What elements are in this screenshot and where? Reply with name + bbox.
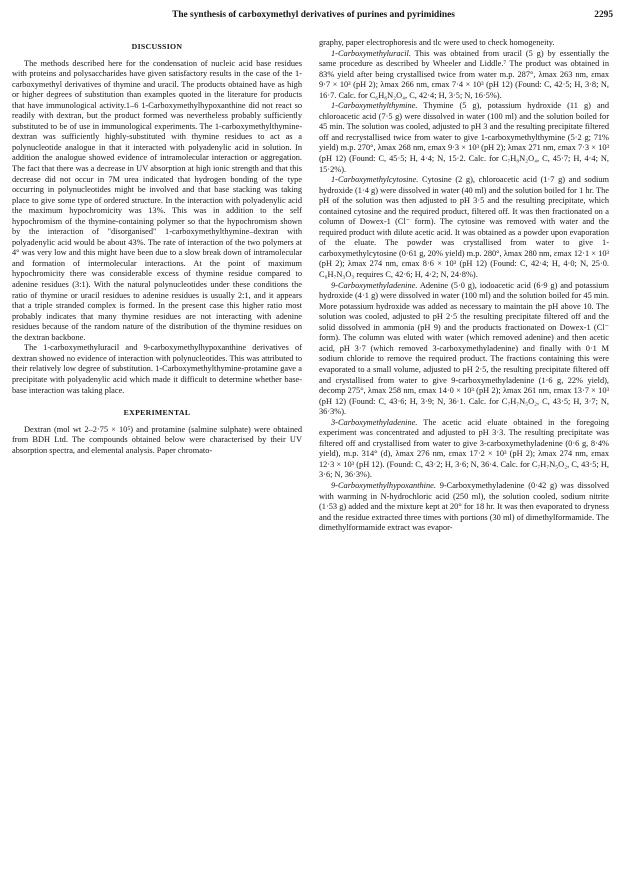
page-number: 2295: [594, 10, 613, 20]
compound-description: The acetic acid eluate obtained in the foregoing experiment was concentrated and adjusted to pH 3·3. The resulting precipitate was filtered off and crystallised from water to give 3-carboxymethyladenine (0·6 g, 8·4% yield), m.p. 314° (d), λmax 276 nm, εmax 17·2 × 10³ (pH 2); λmax 274 nm, εmax 12·3 × 10³ (pH 12). (Found: C, 43·2; H, 3·6; N, 36·4. Calc. for C₇H₇N₅O₂, C, 43·5; H, 3·6; N, 36·3%).: [319, 417, 609, 480]
compound-paragraph: [319, 481, 609, 534]
left-column: [12, 38, 302, 456]
compound-paragraph: [319, 281, 609, 418]
compound-name: 1-Carboxymethylcytosine.: [331, 175, 419, 185]
compound-description: Thymine (5 g), potassium hydroxide (11 g) and chloroacetic acid (7·5 g) were dissolved in water (100 ml) and the solution boiled for 45 min. The solution was cooled, adjusted to pH 3 and the resulting precipitate filtered off and recrystallised twice from water to give 1-carboxymethylthymine (5·2 g; 71% yield) m.p. 270°, λmax 268 nm, εmax 9·3 × 10³ (pH 2); λmax 271 nm, εmax 7·3 × 10³ (pH 12) (Found: C, 45·5; H, 4·4; N, 15·2. Calc. for C₇H₈N₂O₄, C, 45·7; H, 4·4; N, 15·2%).: [319, 101, 609, 174]
compound-name: 1-Carboxymethyluracil.: [331, 48, 411, 58]
experimental-continuation: graphy, paper electrophoresis and tlc were used to check homogeneity.: [319, 38, 555, 47]
compound-name: 1-Carboxymethylthymine.: [331, 101, 418, 111]
experimental-heading: EXPERIMENTAL: [123, 408, 191, 418]
compound-paragraph: [319, 418, 609, 481]
compound-name: 3-Carboxymethyladenine.: [331, 417, 418, 427]
compound-description: Adenine (5·0 g), iodoacetic acid (6·9 g) and potassium hydroxide (4·1 g) were dissolved in water (100 ml) and the solution boiled for 45 min. More potassium hydroxide was added as necessary to maintain the pH above 10. The solution was cooled, adjusted to pH 2·5 the resulting precipitate filtered off and the solid dissolved in ammonia (pH 9) and the products fractionated on Dowex-1 (Cl⁻ form). The column was eluted with water (which removed adenine) and then acetic acid, pH 3·7 (which removed 3-carboxymethyladenine) and finally with 0·1 M sodium chloride to remove the required product. The fractions containing this were evaporated to a small volume, adjusted to pH 2·5, the resulting precipitate filtered off and crystallised from water to give 9-carboxymethyladenine (1·6 g, 22% yield), decomp 275°, λmax 258 nm, εmax 14·0 × 10³ (pH 2); λmax 261 nm, εmax 13·7 × 10³ (pH 12) (Found: C, 43·6; H, 3·9; N, 36·1. Calc. for C₇H₇N₅O₂, C, 43·5; H, 3·7; N, 36·3%).: [319, 280, 609, 417]
compound-name: 9-Carboxymethyladenine.: [331, 280, 418, 290]
compound-description: Cytosine (2 g), chloroacetic acid (1·7 g) and sodium hydroxide (1·4 g) were dissolved in water (40 ml) and the solution boiled for 1 hr. The pH of the solution was then adjusted to pH 3·5 and the resulting precipitate, which contained cytosine and the required product, filtered off. It was then fractionated on a column of Dowex-1 (Cl⁻ form). The cytosine was removed with water and the required product with dilute acetic acid. It was obtained as a powder upon evaporation of the eluate. The powder was crystallised from water to give 1-carboxymethylcytosine (0·61 g, 20% yield) m.p. 280°, λmax 280 nm, εmax 12·1 × 10³ (pH 2); λmax 274 nm, εmax 8·6 × 10³ (pH 12) (Found: C, 42·4; H, 4·0; N, 25·0. C₆H₇N₃O₃ requires C, 42·6; H, 4·2; N, 24·8%).: [319, 175, 609, 280]
compound-paragraph: [319, 101, 609, 175]
compound-description: 9-Carboxymethyladenine (0·42 g) was dissolved with warming in N-hydrochloric acid (250 ml), the solution cooled, sodium nitrite (1·53 g) added and the mixture kept at 20° for 18 hr. It was then evaporated to dryness and the residue extracted three times with portions (30 ml) of dimethylformamide. The dimethylformamide extract was evapor-: [319, 480, 609, 533]
experimental-paragraph: Dextran (mol wt 2–2·75 × 10⁵) and protamine (salmine sulphate) were obtained from BDH Ltd. The compounds obtained below were characterised by their UV absorption spectra, and elemental analysis. Paper chromato-: [12, 424, 302, 455]
discussion-paragraph: The methods described here for the condensation of nucleic acid base residues with proteins and polysaccharides have given satisfactory results in the case of the 1-carboxymethyl derivatives of thymine and uracil. The products obtained have as high or higher degrees of substitution than examples quoted in the literature for products that have immunological activity.1–6 1-Carboxymethylhypoxanthine did not react so readily with dextran, but the product formed was nevertheless probably sufficiently substituted to be of use in immunological experiments. The 1-carboxymethylthymine-dextran was sufficiently highly-substituted with thymine residues to act as a polynucleotide analogue in that it interacted with polyadenylic acid in solution. In addition the analogue showed evidence of intramolecular interaction or aggregation. The fact that there was a decrease in UV absorption at high ionic strength and that this decrease did not occur in 7M urea indicated that hydrogen bonding of the type occurring in polynucleotides might be involved and that base stacking was taking place to give some type of ordered structure. In the interaction with polyadenylic acid the maximum hypochromicity was 13%. This was in addition to the self hypochromism of the thymine-containing polymer so that the hypochromism shown by the interaction of "disorganised" 1-carboxymethylthymine–dextran with polyadenylic acid would be about 43%. The rate of interaction of the two polymers at 4° was very low and this might have been due to a slow break down of intramolecular and formation of intermolecular interactions. At the point of maximum hypochromicity there was considerable excess of thymine residue compared to adenine residues (3:1). With the natural polynucleotides under these conditions the ratio of thymine or uracil residues to adenine residues is usually 2:1, and it appears that a triple stranded complex is formed. In the present case this higher ratio most probably indicates that many thymine residues are not interacting with adenine residues because of the random nature of the distribution of the thymine residues on the dextran backbone.: [12, 58, 302, 342]
compound-paragraph: [319, 175, 609, 280]
compound-paragraph: [319, 49, 609, 102]
right-column: [319, 38, 609, 534]
discussion-paragraph: The 1-carboxymethyluracil and 9-carboxymethylhypoxanthine derivatives of dextran showed no evidence of interaction with polynucleotides. This was attributed to their relatively low degree of substitution. 1-Carboxymethylthymine-protamine gave a precipitate with polyadenylic acid which made it difficult to determine whether base-base interaction was taking place.: [12, 343, 302, 395]
running-header: [12, 8, 615, 26]
compound-description: This was obtained from uracil (5 g) by essentially the same procedure as described by Wheeler and Liddle.⁷ The product was obtained in 83% yield after being crystallised twice from water m.p. 287°, λmax 263 nm, εmax 9·7 × 10³ (pH 2); λmax 266 nm, εmax 7·4 × 10³ (pH 12) (Found: C, 42·5; H, 3·8; N, 16·7. Calc. for C₆H₆N₂O₄, C, 42·4; H, 3·5; N, 16·5%).: [319, 48, 609, 100]
running-title: The synthesis of carboxymethyl derivatives of purines and pyrimidines: [172, 10, 455, 20]
compound-name: 9-Carboxymethylhypoxanthine.: [331, 480, 436, 490]
discussion-heading: DISCUSSION: [131, 42, 183, 51]
